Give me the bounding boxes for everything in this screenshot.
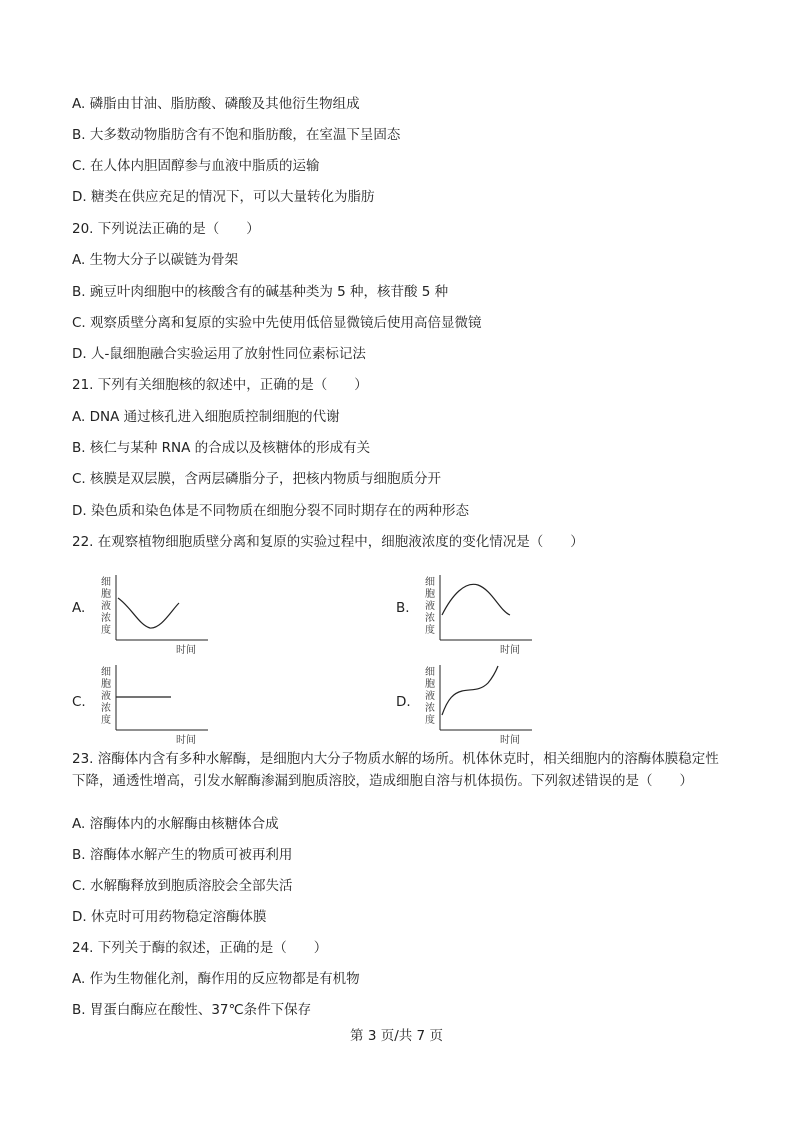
q23-option-a: A. 溶酶体内的水解酶由核糖体合成 — [72, 816, 279, 832]
y-axis-label-char: 度 — [101, 625, 111, 636]
y-axis-label-char: 胞 — [425, 679, 435, 690]
q21-stem: 21. 下列有关细胞核的叙述中，正确的是（ ） — [72, 377, 368, 393]
y-axis-label-char: 液 — [425, 691, 435, 702]
q20-option-c: C. 观察质壁分离和复原的实验中先使用低倍显微镜后使用高倍显微镜 — [72, 315, 482, 331]
q22-stem: 22. 在观察植物细胞质壁分离和复原的实验过程中，细胞液浓度的变化情况是（ ） — [72, 534, 584, 550]
graph-label-c: C. — [72, 694, 86, 710]
y-axis-label-char: 胞 — [101, 589, 111, 600]
curve-d — [442, 666, 498, 715]
x-axis-label: 时间 — [500, 645, 520, 656]
q19-option-d: D. 糖类在供应充足的情况下，可以大量转化为脂肪 — [72, 189, 375, 205]
graph-label-a: A. — [72, 600, 86, 616]
q19-option-a: A. 磷脂由甘油、脂肪酸、磷酸及其他衍生物组成 — [72, 96, 360, 112]
curve-b — [442, 584, 510, 615]
q23-option-d: D. 休克时可用药物稳定溶酶体膜 — [72, 909, 267, 925]
y-axis-label-char: 度 — [425, 715, 435, 726]
y-axis-label-char: 浓 — [101, 613, 111, 624]
q24-stem: 24. 下列关于酶的叙述，正确的是（ ） — [72, 940, 328, 956]
y-axis-label-char: 液 — [101, 691, 111, 702]
graph-label-b: B. — [396, 600, 410, 616]
q23-option-b: B. 溶酶体水解产生的物质可被再利用 — [72, 847, 293, 863]
q20-option-a: A. 生物大分子以碳链为骨架 — [72, 252, 239, 268]
y-axis-label-char: 浓 — [425, 613, 435, 624]
y-axis-label-char: 液 — [101, 601, 111, 612]
y-axis-label-char: 细 — [425, 577, 435, 588]
q20-option-d: D. 人-鼠细胞融合实验运用了放射性同位素标记法 — [72, 346, 366, 362]
q24-option-b: B. 胃蛋白酶应在酸性、37℃条件下保存 — [72, 1002, 312, 1018]
y-axis-label-char: 细 — [101, 667, 111, 678]
y-axis-label-char: 细 — [101, 577, 111, 588]
q24-option-a: A. 作为生物催化剂，酶作用的反应物都是有机物 — [72, 971, 360, 987]
page-footer: 第 3 页/共 7 页 — [350, 1028, 443, 1044]
y-axis-label-char: 胞 — [101, 679, 111, 690]
y-axis-label-char: 度 — [101, 715, 111, 726]
y-axis-label-char: 细 — [425, 667, 435, 678]
q21-option-d: D. 染色质和染色体是不同物质在细胞分裂不同时期存在的两种形态 — [72, 503, 469, 519]
curve-a — [118, 598, 179, 628]
graph-b — [420, 573, 535, 657]
x-axis-label: 时间 — [176, 735, 196, 746]
graph-a — [96, 573, 211, 657]
y-axis-label-char: 胞 — [425, 589, 435, 600]
q20-option-b: B. 豌豆叶肉细胞中的核酸含有的碱基种类为 5 种，核苷酸 5 种 — [72, 284, 449, 300]
q21-option-c: C. 核膜是双层膜，含两层磷脂分子，把核内物质与细胞质分开 — [72, 471, 442, 487]
graph-d — [420, 663, 535, 747]
graph-c — [96, 663, 211, 747]
q19-option-c: C. 在人体内胆固醇参与血液中脂质的运输 — [72, 158, 320, 174]
q21-option-b: B. 核仁与某种 RNA 的合成以及核糖体的形成有关 — [72, 440, 371, 456]
x-axis-label: 时间 — [500, 735, 520, 746]
y-axis-label-char: 度 — [425, 625, 435, 636]
y-axis-label-char: 浓 — [101, 703, 111, 714]
x-axis-label: 时间 — [176, 645, 196, 656]
y-axis-label-char: 液 — [425, 601, 435, 612]
q21-option-a: A. DNA 通过核孔进入细胞质控制细胞的代谢 — [72, 409, 340, 425]
q23-option-c: C. 水解酶释放到胞质溶胶会全部失活 — [72, 878, 293, 894]
y-axis-label-char: 浓 — [425, 703, 435, 714]
q19-option-b: B. 大多数动物脂肪含有不饱和脂肪酸，在室温下呈固态 — [72, 127, 401, 143]
q23-stem: 23. 溶酶体内含有多种水解酶，是细胞内大分子物质水解的场所。机体休克时，相关细胞内的溶酶体膜稳定性下降，通透性增高，引发水解酶渗漏到胞质溶胶，造成细胞自溶与机体损伤。下列叙述错误的是（ ） — [72, 751, 719, 789]
q20-stem: 20. 下列说法正确的是（ ） — [72, 221, 260, 237]
graph-label-d: D. — [396, 694, 411, 710]
